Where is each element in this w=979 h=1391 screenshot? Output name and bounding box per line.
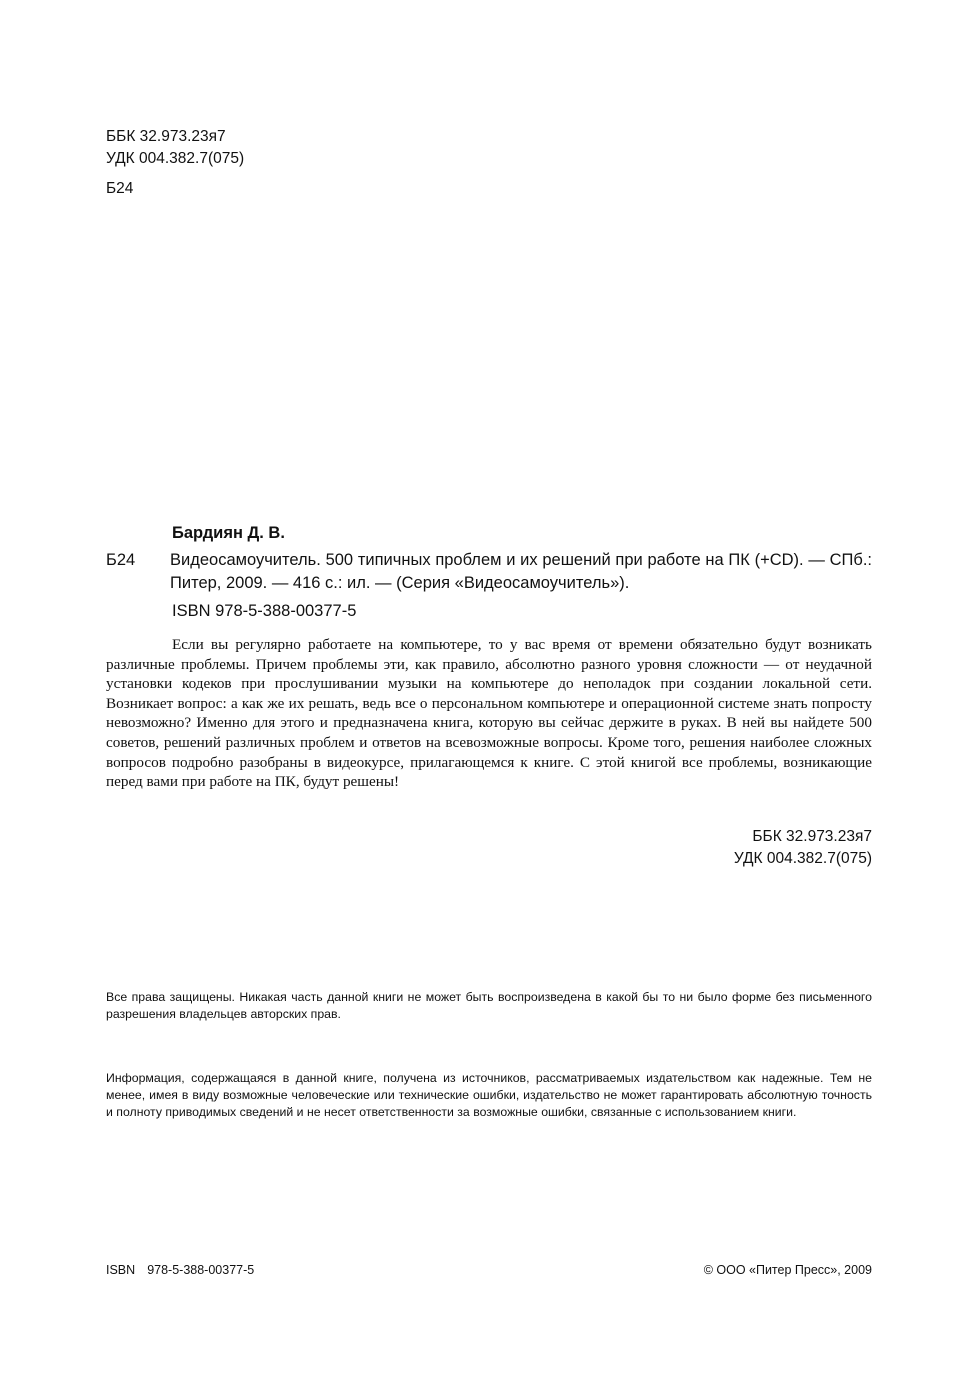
annotation-paragraph: Если вы регулярно работаете на компьютере, то у вас время от времени обязательно будут возникать различные проблемы. Причем проблемы эти, как правило, абсолютно разного уровня сложности — от неудачной установки кодеков при прослушивании музыки на компьютере до неполадок при создании локальной сети. Возникает вопрос: а как же их решать, ведь все о персональном компьютере и операционной системе знать попросту невозможно? Именно для этого и предназначена книга, которую вы сейчас держите в руках. В ней вы найдете 500 советов, решений различных проблем и ответов на всевозможные вопросы. Кроме того, решения наиболее сложных вопросов подробно разобраны в видеокурсе, прилагающемся к книге. С этой книгой все проблемы, возникающие перед вами при работе на ПК, будут решены! bbox=[106, 636, 872, 791]
bibliographic-description: Видеосамоучитель. 500 типичных проблем и их решений при работе на ПК (+CD). — СПб.: Питер, 2009. — 416 с.: ил. — (Серия «Видеосамоучитель»). bbox=[170, 551, 872, 592]
footer-isbn bbox=[106, 1263, 254, 1277]
entry-cipher: Б24 bbox=[106, 551, 136, 569]
bbk-code-bottom: ББК 32.973.23я7 bbox=[752, 828, 872, 845]
bbk-code: ББК 32.973.23я7 bbox=[106, 128, 226, 145]
footer-isbn-value: 978-5-388-00377-5 bbox=[147, 1263, 255, 1277]
udk-code: УДК 004.382.7(075) bbox=[106, 150, 245, 167]
classification-codes bbox=[106, 126, 244, 200]
author-name: Бардиян Д. В. bbox=[172, 524, 285, 542]
author-cipher: Б24 bbox=[106, 180, 134, 197]
rights-notice: Все права защищены. Никакая часть данной книги не может быть воспроизведена в какой бы то ни было форме без письменного разрешения владельцев авторских прав. bbox=[106, 990, 872, 1021]
copyright-notice: © ООО «Питер Пресс», 2009 bbox=[703, 1263, 872, 1277]
info-disclaimer: Информация, содержащаяся в данной книге, получена из источников, рассматриваемых издательством как надежные. Тем не менее, имея в виду возможные человеческие или технические ошибки, издательство не может гарантировать абсолютную точность и полноту приводимых сведений и не несет ответственности за возможные ошибки, связанные с использованием книги. bbox=[106, 1071, 872, 1119]
entry-isbn: ISBN 978-5-388-00377-5 bbox=[172, 602, 357, 620]
classification-codes-bottom bbox=[734, 826, 872, 870]
footer-isbn-label: ISBN bbox=[106, 1263, 136, 1277]
udk-code-bottom: УДК 004.382.7(075) bbox=[733, 850, 872, 867]
